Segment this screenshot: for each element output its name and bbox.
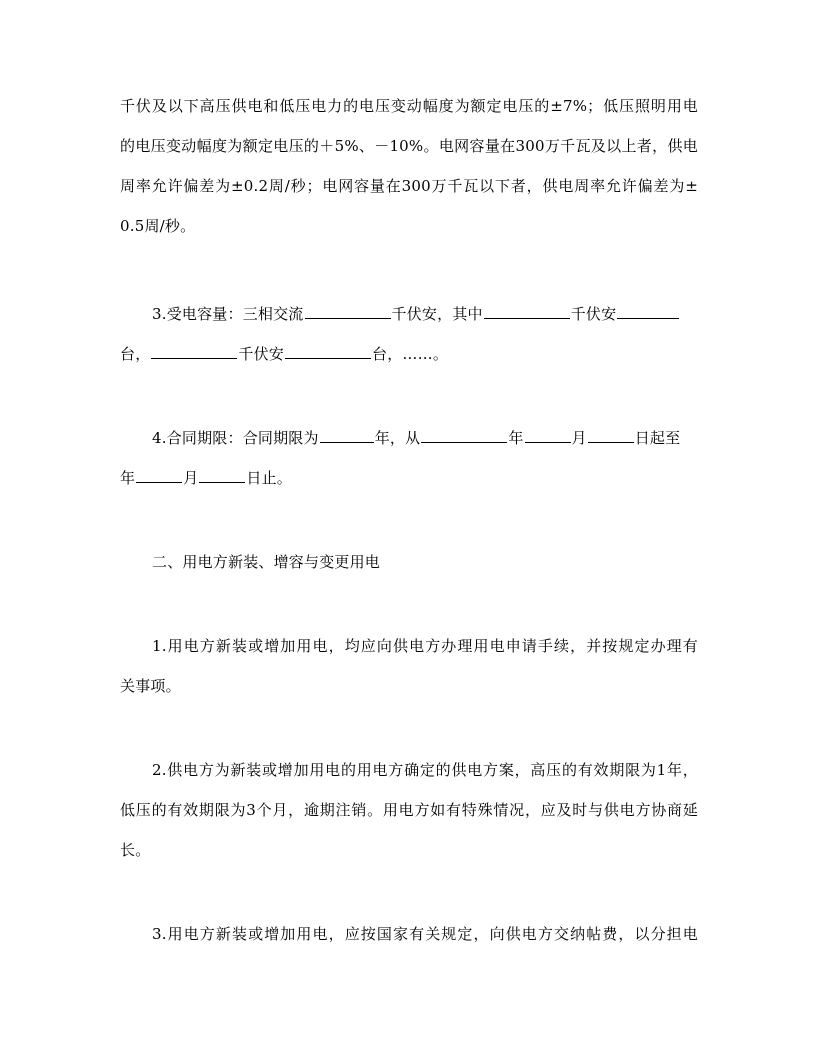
- term-year-from: 年，从: [374, 429, 421, 447]
- term-blank-start-month[interactable]: [525, 425, 571, 443]
- term-blank-start-day[interactable]: [588, 425, 634, 443]
- term-paragraph: [120, 418, 698, 498]
- capacity-blank-5[interactable]: [285, 341, 371, 359]
- item-1-line-2: 关事项。: [120, 677, 181, 695]
- term-lead: 4.合同期限：合同期限为: [152, 429, 319, 447]
- item-3-paragraph: [120, 914, 698, 954]
- section-2: [120, 542, 698, 582]
- term-blank-end-day[interactable]: [199, 465, 245, 483]
- voltage-paragraph: [120, 86, 698, 246]
- item-2-line-3: 长。: [120, 841, 151, 859]
- term-line2-year: 年: [120, 469, 136, 487]
- item-2-line-1: 2.供电方为新装或增加用电的用电方确定的供电方案，高压的有效期限为1年，: [152, 761, 698, 779]
- capacity-unit-2: 千伏安: [570, 305, 617, 323]
- capacity-line-2: [120, 334, 698, 374]
- term-year-label: 年: [508, 429, 524, 447]
- voltage-line-1: 千伏及以下高压供电和低压电力的电压变动幅度为额定电压的±7%；低压照明用电: [120, 97, 698, 115]
- capacity-blank-1[interactable]: [305, 301, 391, 319]
- capacity-lead: 3.受电容量：三相交流: [152, 305, 304, 323]
- term-line2-end: 日止。: [246, 469, 293, 487]
- term-month-label: 月: [571, 429, 587, 447]
- item-3-line-1: 3.用电方新装或增加用电，应按国家有关规定，向供电方交纳帖费，以分担电: [152, 925, 698, 943]
- term-line-1: [120, 418, 698, 458]
- capacity-end: 台，……。: [372, 345, 449, 363]
- voltage-line-4: 0.5周/秒。: [120, 217, 196, 235]
- term-blank-start-year[interactable]: [421, 425, 507, 443]
- section-2-heading: 二、用电方新装、增容与变更用电: [152, 553, 381, 571]
- term-line-2: [120, 458, 698, 498]
- capacity-unit-1: 千伏安，其中: [391, 305, 483, 323]
- capacity-blank-4[interactable]: [151, 341, 237, 359]
- voltage-line-2: 的电压变动幅度为额定电压的＋5%、－10%。电网容量在300万千瓦及以上者，供电: [120, 137, 698, 155]
- item-1-line-1: 1.用电方新装或增加用电，均应向供电方办理用电申请手续，并按规定办理有: [152, 637, 698, 655]
- item-2-paragraph: [120, 750, 698, 870]
- term-blank-years[interactable]: [320, 425, 374, 443]
- item-2-line-2: 低压的有效期限为3个月，逾期注销。用电方如有特殊情况，应及时与供电方协商延: [120, 801, 698, 819]
- capacity-line2-start: 台，: [120, 345, 151, 363]
- term-line2-month: 月: [183, 469, 199, 487]
- capacity-blank-2[interactable]: [484, 301, 570, 319]
- term-day-start: 日起至: [634, 429, 681, 447]
- capacity-unit-3: 千伏安: [238, 345, 285, 363]
- voltage-line-3: 周率允许偏差为±0.2周/秒；电网容量在300万千瓦以下者，供电周率允许偏差为±: [120, 177, 698, 195]
- item-1-paragraph: [120, 626, 698, 706]
- term-blank-end-month[interactable]: [136, 465, 182, 483]
- capacity-blank-3[interactable]: [617, 301, 679, 319]
- capacity-line-1: [120, 294, 698, 334]
- capacity-paragraph: [120, 294, 698, 374]
